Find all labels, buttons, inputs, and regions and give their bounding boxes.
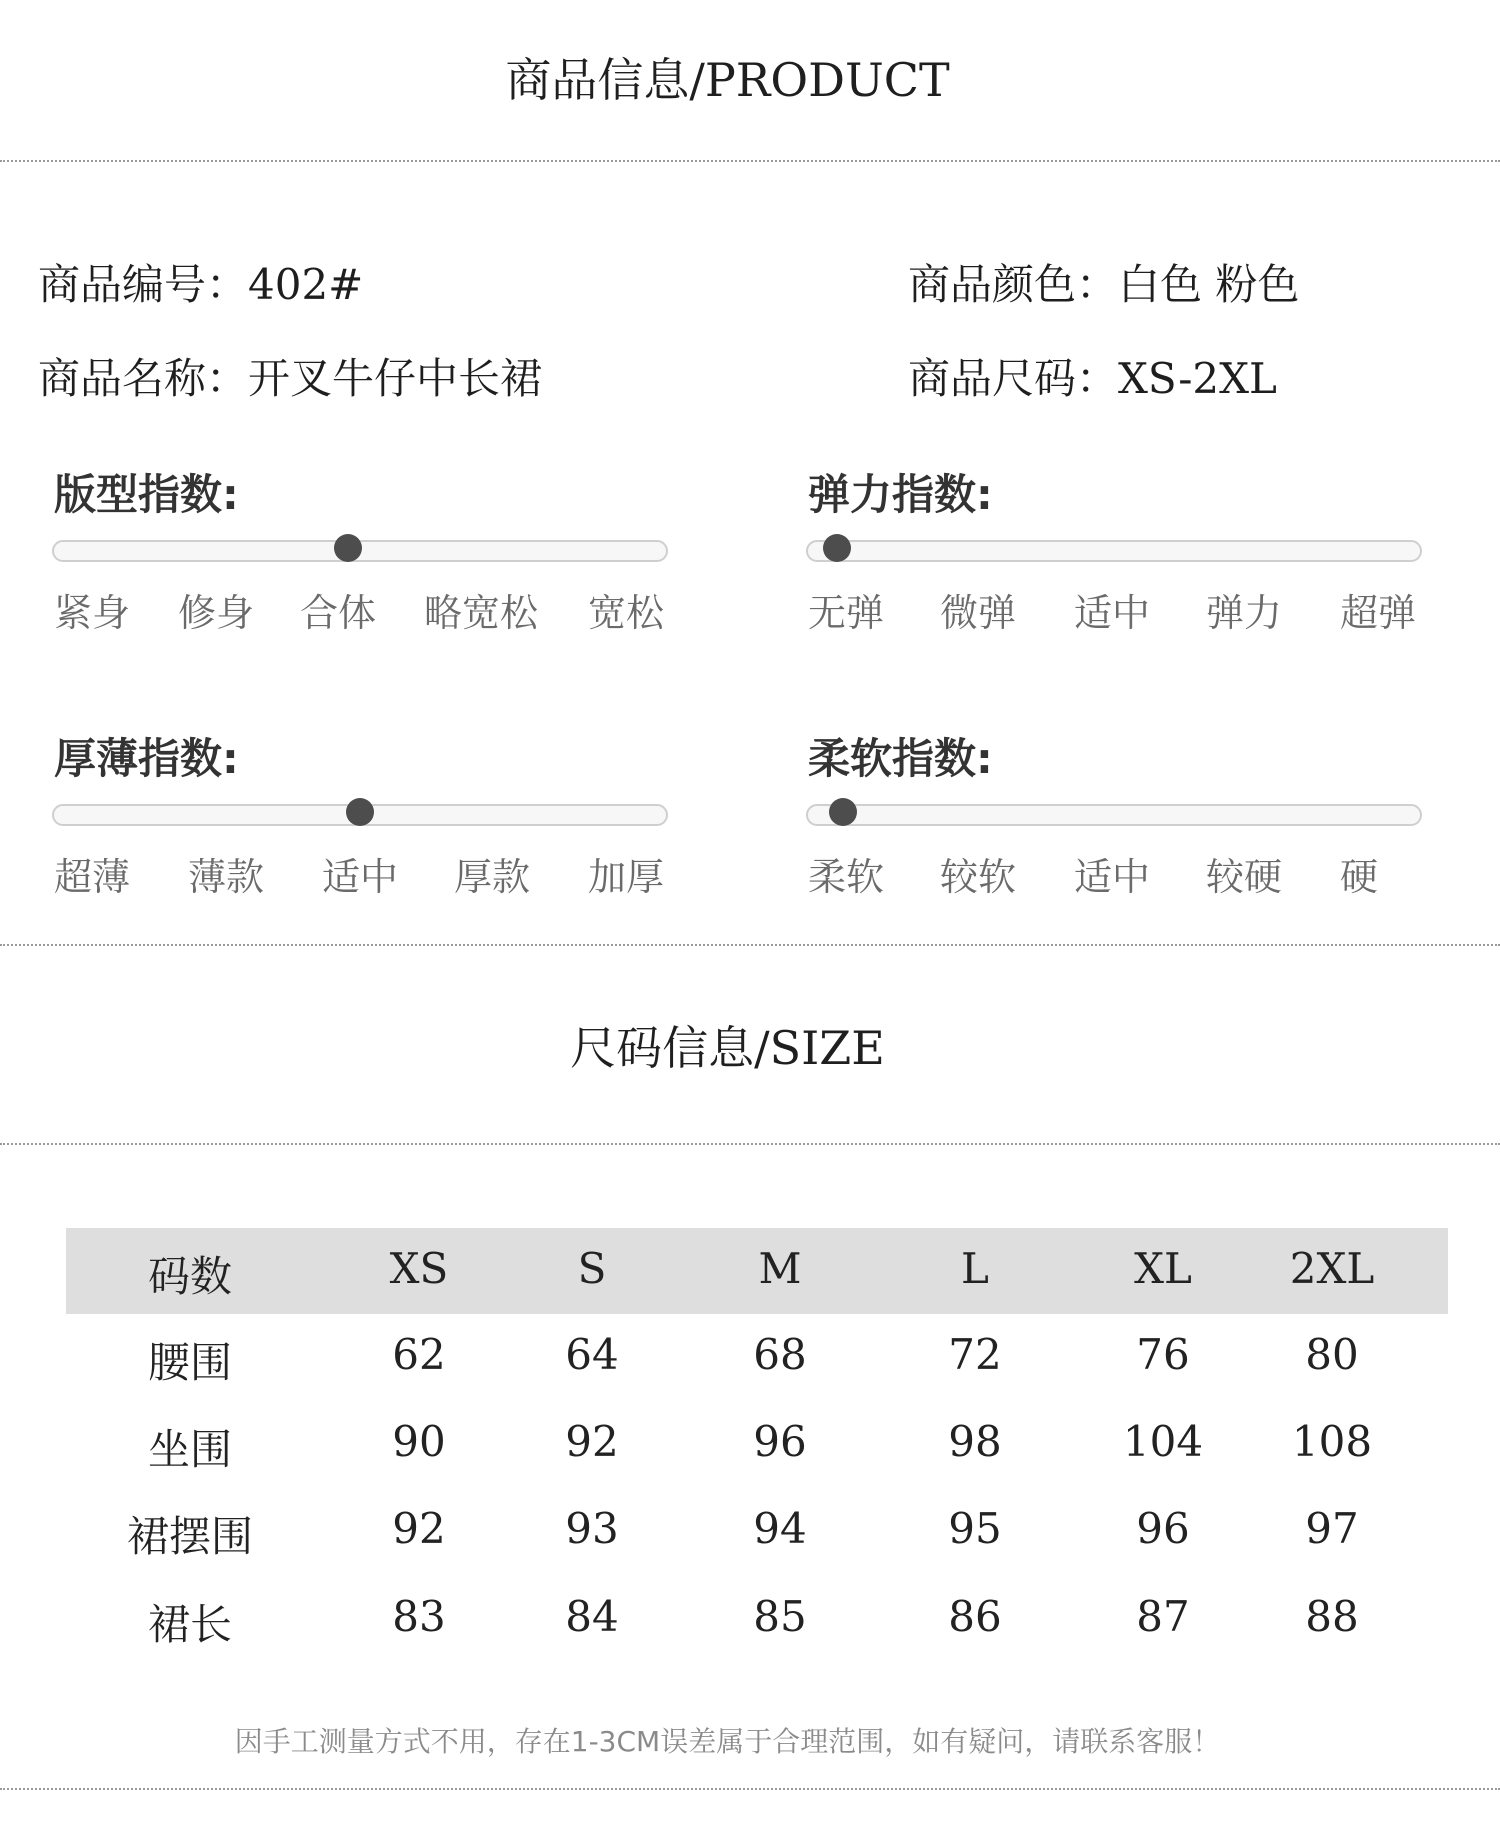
header-cell: M — [758, 1244, 802, 1293]
table-cell: 83 — [392, 1592, 446, 1641]
elasticity-index-title: 弹力指数: — [808, 470, 993, 519]
header-cell: XS — [389, 1244, 449, 1293]
elasticity-scale-label: 无弹 — [808, 591, 885, 635]
row-label: 坐围 — [147, 1425, 233, 1474]
divider — [0, 160, 1500, 162]
softness-index-gauge — [796, 726, 1416, 906]
fit-scale-label: 宽松 — [588, 591, 665, 635]
thickness-index-title: 厚薄指数: — [54, 734, 239, 783]
header-cell: XL — [1134, 1244, 1192, 1293]
elasticity-scale-label: 适中 — [1074, 591, 1151, 635]
fit-scale-label: 合体 — [300, 591, 377, 635]
product-color — [908, 252, 1299, 312]
table-cell: 64 — [565, 1330, 619, 1379]
thickness-scale-label: 薄款 — [188, 855, 265, 899]
table-cell: 93 — [565, 1504, 619, 1553]
table-cell: 94 — [753, 1504, 807, 1553]
thickness-index-indicator — [346, 798, 374, 826]
softness-index-track — [806, 804, 1422, 826]
product-color-label: 商品颜色： — [908, 260, 1119, 309]
table-cell: 95 — [948, 1504, 1002, 1553]
product-size-value: XS-2XL — [1118, 354, 1277, 403]
table-cell: 80 — [1305, 1330, 1359, 1379]
softness-scale-label: 较软 — [940, 855, 1017, 899]
table-cell: 92 — [565, 1417, 619, 1466]
table-cell: 85 — [753, 1592, 807, 1641]
table-cell: 96 — [753, 1417, 807, 1466]
product-code-value: 402# — [248, 260, 364, 309]
table-cell: 97 — [1305, 1504, 1359, 1553]
size-table-header — [66, 1228, 1448, 1314]
row-label: 裙摆围 — [126, 1512, 254, 1561]
table-cell: 87 — [1136, 1592, 1190, 1641]
table-cell: 96 — [1136, 1504, 1190, 1553]
thickness-scale-label: 超薄 — [54, 855, 131, 899]
elasticity-index-indicator — [823, 534, 851, 562]
table-cell: 72 — [948, 1330, 1002, 1379]
header-cell: 2XL — [1289, 1244, 1375, 1293]
elasticity-scale-label: 弹力 — [1206, 591, 1283, 635]
elasticity-index-track — [806, 540, 1422, 562]
header-cell: S — [577, 1244, 607, 1293]
product-code-label: 商品编号： — [38, 260, 249, 309]
divider — [0, 1143, 1500, 1145]
softness-scale-label: 硬 — [1340, 855, 1379, 899]
softness-scale-label: 柔软 — [808, 855, 885, 899]
thickness-index-gauge — [42, 726, 665, 906]
product-size-label: 商品尺码： — [908, 354, 1119, 403]
thickness-scale-label: 厚款 — [454, 855, 531, 899]
product-name — [38, 346, 542, 406]
softness-scale-label: 较硬 — [1206, 855, 1283, 899]
table-cell: 90 — [392, 1417, 446, 1466]
size-section-title: 尺码信息/SIZE — [570, 1021, 885, 1075]
fit-index-indicator — [334, 534, 362, 562]
product-name-value: 开叉牛仔中长裙 — [248, 354, 543, 403]
product-name-label: 商品名称： — [38, 354, 249, 403]
product-section-title: 商品信息/PRODUCT — [505, 53, 950, 107]
fit-scale-label: 紧身 — [54, 591, 131, 635]
table-cell: 76 — [1136, 1330, 1190, 1379]
table-cell: 92 — [392, 1504, 446, 1553]
elasticity-scale-label: 微弹 — [940, 591, 1017, 635]
header-cell: L — [961, 1244, 989, 1293]
row-label: 裙长 — [147, 1600, 233, 1649]
fit-scale-label: 修身 — [178, 591, 255, 635]
product-size-range — [908, 346, 1277, 406]
thickness-scale-label: 适中 — [322, 855, 399, 899]
table-cell: 62 — [392, 1330, 446, 1379]
row-label: 腰围 — [147, 1338, 233, 1387]
measurement-note: 因手工测量方式不用，存在1-3CM误差属于合理范围，如有疑问，请联系客服！ — [234, 1725, 1221, 1758]
table-cell: 98 — [948, 1417, 1002, 1466]
fit-index-title: 版型指数: — [54, 470, 239, 519]
table-cell: 86 — [948, 1592, 1002, 1641]
fit-index-gauge — [42, 462, 665, 642]
product-code — [38, 252, 363, 312]
table-cell: 68 — [753, 1330, 807, 1379]
softness-index-title: 柔软指数: — [808, 734, 993, 783]
divider — [0, 1788, 1500, 1790]
table-cell: 104 — [1122, 1417, 1204, 1466]
fit-scale-label: 略宽松 — [424, 591, 539, 635]
softness-scale-label: 适中 — [1074, 855, 1151, 899]
table-cell: 88 — [1305, 1592, 1359, 1641]
elasticity-index-gauge — [796, 462, 1416, 642]
elasticity-scale-label: 超弹 — [1340, 591, 1417, 635]
product-color-value: 白色 粉色 — [1118, 260, 1300, 309]
thickness-scale-label: 加厚 — [588, 855, 665, 899]
table-cell: 84 — [565, 1592, 619, 1641]
softness-index-indicator — [829, 798, 857, 826]
table-cell: 108 — [1291, 1417, 1373, 1466]
divider — [0, 944, 1500, 946]
header-cell: 码数 — [147, 1252, 233, 1301]
